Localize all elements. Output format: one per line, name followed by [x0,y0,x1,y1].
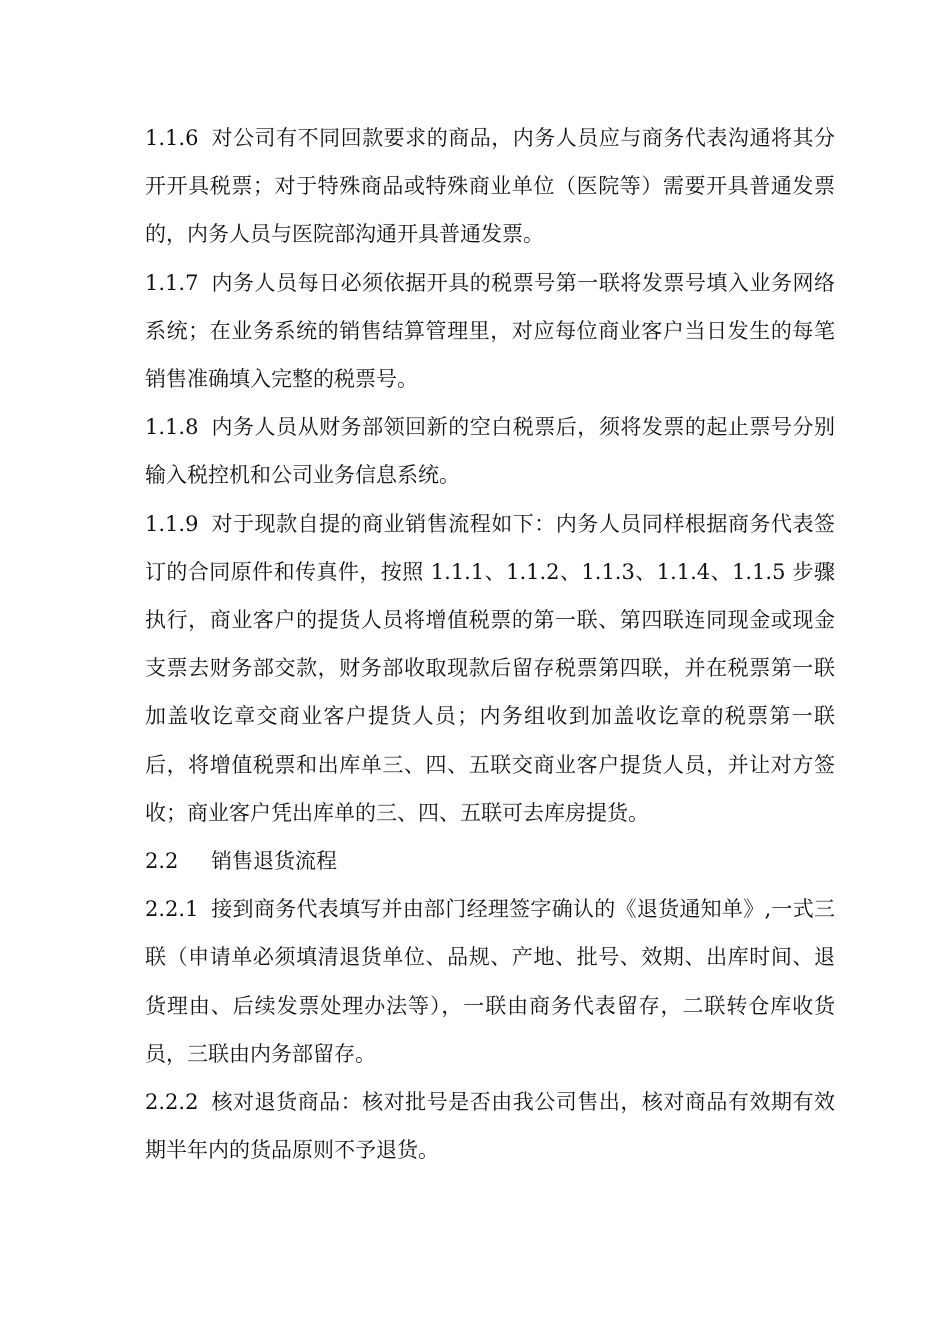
section-number: 1.1.6 [145,126,199,150]
paragraph-2-2-2 [145,1078,835,1174]
paragraph-text: 对于现款自提的商业销售流程如下：内务人员同样根据商务代表签订的合同原件和传真件，按照 1.1.1、1.1.2、1.1.3、1.1.4、1.1.5 步骤执行，商业客户的提货人员将增值税票的第一联、第四联连同现金或现金支票去财务部交款，财务部收取现款后留存税票第四联，并在税票第一联加盖收讫章交商业客户提货人员；内务组收到加盖收讫章的税票第一联后，将增值税票和出库单三、四、五联交商业客户提货人员，并让对方签收；商业客户凭出库单的三、四、五联可去库房提货。 [145,511,835,825]
paragraph-1-1-7 [145,259,835,404]
paragraph-text: 对公司有不同回款要求的商品，内务人员应与商务代表沟通将其分开开具税票；对于特殊商品或特殊商业单位（医院等）需要开具普通发票的，内务人员与医院部沟通开具普通发票。 [145,126,835,247]
paragraph-1-1-6 [145,114,835,259]
section-number: 1.1.8 [145,415,199,440]
section-number: 1.1.9 [145,511,199,536]
paragraph-text: 内务人员每日必须依据开具的税票号第一联将发票号填入业务网络系统；在业务系统的销售结算管理里，对应每位商业客户当日发生的每笔销售准确填入完整的税票号。 [145,270,835,392]
section-number: 2.2 [145,849,179,874]
paragraph-text: 内务人员从财务部领回新的空白税票后，须将发票的起止票号分别输入税控机和公司业务信息系统。 [145,415,835,488]
paragraph-1-1-8 [145,403,835,499]
section-number: 1.1.7 [145,270,199,295]
paragraph-1-1-9 [145,500,835,837]
document-body [145,114,835,1174]
section-number: 2.2.1 [145,897,199,922]
paragraph-2-2-1 [145,885,835,1078]
paragraph-text: 核对退货商品：核对批号是否由我公司售出，核对商品有效期有效期半年内的货品原则不予退货。 [145,1090,835,1163]
paragraph-text: 接到商务代表填写并由部门经理签字确认的《退货通知单》,一式三联（申请单必须填清退货单位、品规、产地、批号、效期、出库时间、退货理由、后续发票处理办法等），一联由商务代表留存，二联转仓库收货员，三联由内务部留存。 [145,897,835,1066]
section-heading-2-2 [145,837,835,885]
section-number: 2.2.2 [145,1090,199,1115]
section-heading-text: 销售退货流程 [211,849,337,874]
